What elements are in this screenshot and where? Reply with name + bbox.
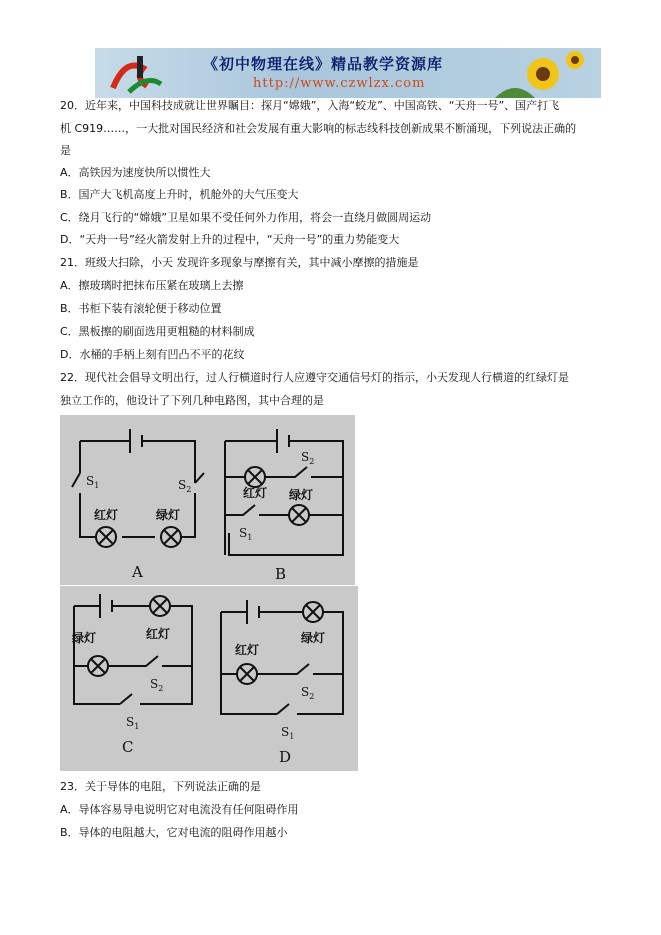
circuit-b-s1-label: $S_1$: [239, 526, 253, 542]
q20-stem-line2: 机 C919……，一大批对国民经济和社会发展有重大影响的标志线科技创新成果不断涌现，下列说法正确的: [60, 122, 577, 135]
circuit-c-label: C: [122, 738, 134, 756]
circuit-a-green-lamp-label: 绿灯: [156, 508, 181, 522]
q20-option-b: B．国产大飞机高度上升时，机舱外的大气压变大: [60, 188, 299, 201]
logo-pillar-icon: [137, 56, 143, 78]
q20-option-a: A．高铁因为速度快所以惯性大: [60, 166, 211, 179]
circuit-d-s2-label: $S_2$: [301, 685, 315, 701]
q20-stem-line3: 是: [60, 144, 71, 157]
q21-option-a: A．擦玻璃时把抹布压紧在玻璃上去擦: [60, 279, 244, 292]
circuit-d-red-lamp-label: 红灯: [235, 643, 260, 657]
q20-option-d: D．“天舟一号”经火箭发射上升的过程中，“天舟一号”的重力势能变大: [60, 233, 400, 246]
q20-option-c: C．绕月飞行的“嫦娥”卫星如果不受任何外力作用，将会一直绕月做圆周运动: [60, 211, 432, 224]
circuit-d-green-lamp-label: 绿灯: [301, 631, 326, 645]
circuit-a-s2-label: $S_2$: [178, 478, 192, 494]
circuit-figure-b: [215, 415, 355, 585]
circuit-figure-d: [215, 586, 358, 771]
banner-title: 《初中物理在线》精品教学资源库: [203, 55, 444, 73]
q21-stem: 21．班级大扫除，小天 发现许多现象与摩擦有关，其中减小摩擦的措施是: [60, 256, 419, 269]
q23-stem: 23．关于导体的电阻，下列说法正确的是: [60, 780, 261, 793]
circuit-d-label: D: [279, 748, 292, 766]
circuit-a-s1-label: $S_1$: [86, 474, 100, 490]
circuit-c-s1-label: $S_1$: [126, 715, 140, 731]
q23-option-b: B．导体的电阻越大，它对电流的阻碍作用越小: [60, 826, 288, 839]
circuit-c-red-lamp-label: 红灯: [146, 627, 171, 641]
q21-option-d: D．水桶的手柄上刻有凹凸不平的花纹: [60, 348, 245, 361]
circuit-c-green-lamp-label: 绿灯: [72, 631, 97, 645]
q20-stem-line1: 20．近年来，中国科技成就让世界瞩目：探月“嫦娥”，入海“蛟龙”、中国高铁、“天舟一号”、国产打飞: [60, 99, 560, 112]
circuit-figure-a: [60, 415, 215, 585]
circuit-d-s1-label: $S_1$: [281, 725, 295, 741]
circuit-a-label: A: [132, 563, 143, 581]
q22-stem-line2: 独立工作的，他设计了下列几种电路图，其中合理的是: [60, 394, 324, 407]
circuit-c-s2-label: $S_2$: [150, 677, 164, 693]
circuit-figure-c: [60, 586, 215, 771]
banner-url[interactable]: http://www.czwlzx.com: [253, 76, 426, 91]
circuit-b-green-lamp-label: 绿灯: [289, 488, 314, 502]
q21-option-c: C．黑板擦的刷面选用更粗糙的材料制成: [60, 325, 255, 338]
header-banner: [95, 48, 601, 98]
q23-option-a: A．导体容易导电说明它对电流没有任何阻碍作用: [60, 803, 299, 816]
q21-option-b: B．书柜下装有滚轮便于移动位置: [60, 302, 222, 315]
circuit-b-red-lamp-label: 红灯: [243, 486, 268, 500]
circuit-a-red-lamp-label: 红灯: [94, 508, 119, 522]
circuit-b-label: B: [275, 565, 287, 583]
circuit-b-s2-label: $S_2$: [301, 450, 315, 466]
q22-stem-line1: 22．现代社会倡导文明出行，过人行横道时行人应遵守交通信号灯的指示，小天发现人行横道的红绿灯是: [60, 371, 569, 384]
